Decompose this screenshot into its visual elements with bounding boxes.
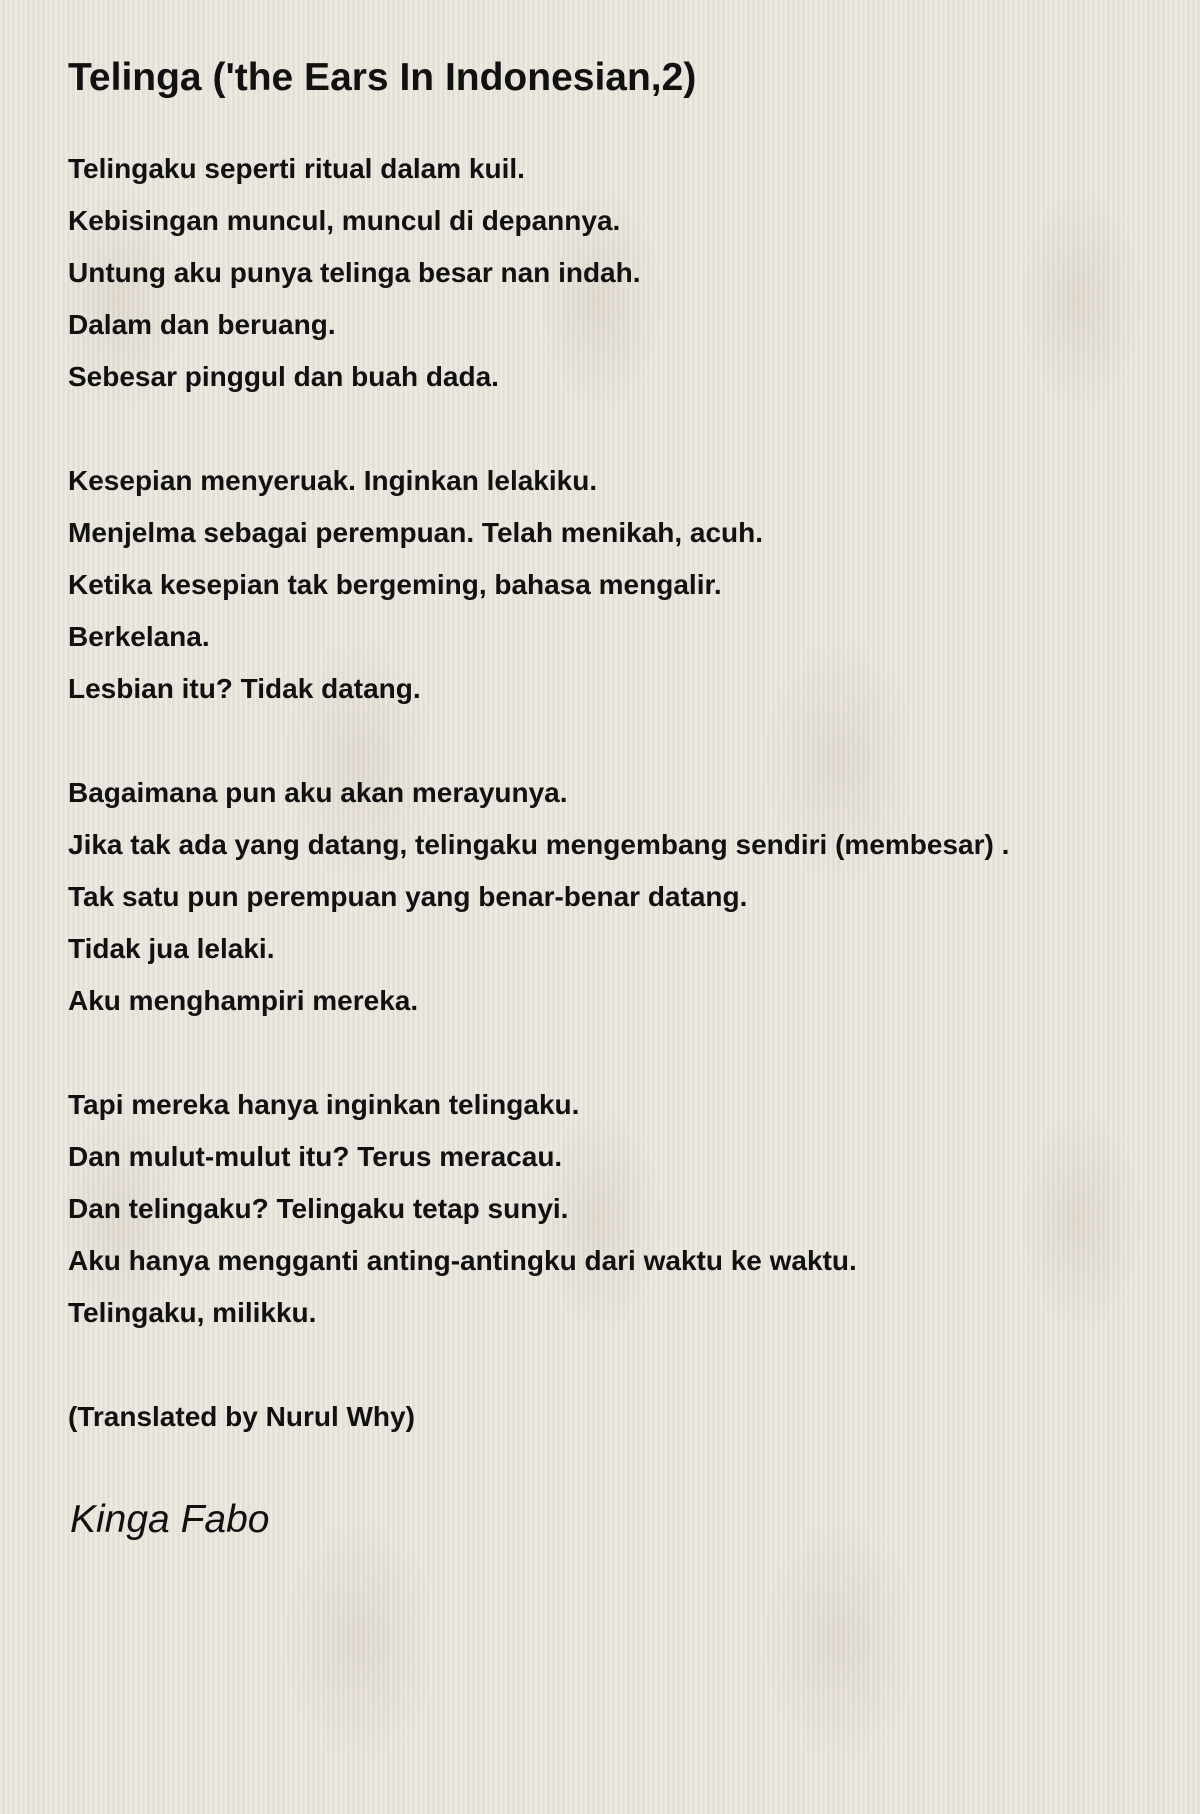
stanza-4	[68, 1079, 1009, 1339]
poem-line: Lesbian itu? Tidak datang.	[68, 673, 421, 704]
translator-note: (Translated by Nurul Why)	[68, 1401, 415, 1432]
poem-line: Ketika kesepian tak bergeming, bahasa mengalir.	[68, 569, 722, 600]
poem-body	[68, 143, 1009, 1550]
poem-line: Tapi mereka hanya inginkan telingaku.	[68, 1089, 580, 1120]
poem-line: Jika tak ada yang datang, telingaku mengembang sendiri (membesar) .	[68, 829, 1010, 860]
stanza-3	[68, 767, 1009, 1027]
poem-line: Telingaku, milikku.	[68, 1297, 317, 1328]
poem-title: Telinga ('the Ears In Indonesian,2)	[68, 56, 697, 99]
poem-line: Kesepian menyeruak. Inginkan lelakiku.	[68, 465, 598, 496]
poem-line: Aku menghampiri mereka.	[68, 985, 419, 1016]
poem-line: Aku hanya mengganti anting-antingku dari waktu ke waktu.	[68, 1245, 857, 1276]
poem-line: Sebesar pinggul dan buah dada.	[68, 361, 499, 392]
poem-line: Berkelana.	[68, 621, 210, 652]
poem-line: Bagaimana pun aku akan merayunya.	[68, 777, 568, 808]
poem-line: Tidak jua lelaki.	[68, 933, 275, 964]
poem-line: Kebisingan muncul, muncul di depannya.	[68, 205, 621, 236]
poem-line: Tak satu pun perempuan yang benar-benar datang.	[68, 881, 748, 912]
poem-line: Dan telingaku? Telingaku tetap sunyi.	[68, 1193, 569, 1224]
author-name: Kinga Fabo	[70, 1498, 270, 1541]
stanza-1	[68, 143, 1009, 403]
poem-line: Telingaku seperti ritual dalam kuil.	[68, 153, 525, 184]
poem-line: Dalam dan beruang.	[68, 309, 336, 340]
poem-line: Untung aku punya telinga besar nan indah.	[68, 257, 641, 288]
stanza-2	[68, 455, 1009, 715]
poem-line: Menjelma sebagai perempuan. Telah menikah, acuh.	[68, 517, 764, 548]
poem-page	[68, 48, 1188, 1541]
poem-line: Dan mulut-mulut itu? Terus meracau.	[68, 1141, 563, 1172]
